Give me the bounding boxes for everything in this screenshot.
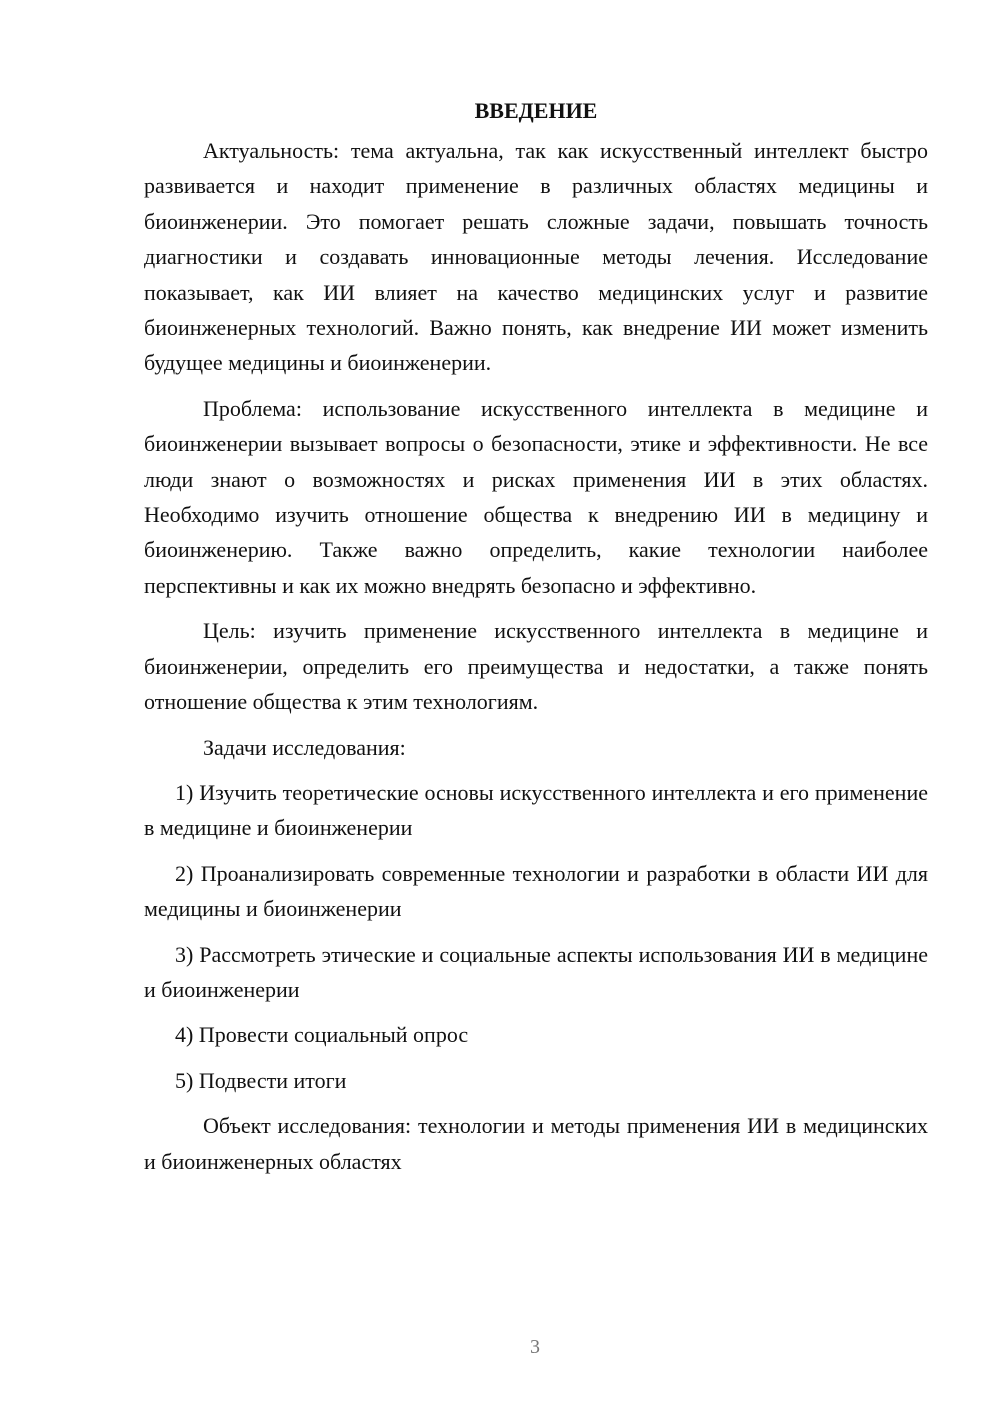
tasks-heading: Задачи исследования: xyxy=(203,734,406,760)
relevance-paragraph: Актуальность: тема актуальна, так как искусственный интеллект быстро развивается и находит применение в различных областях медицины и биоинженерии. Это помогает решать сложные задачи, повышать точность диагностики и создавать инновационные методы лечения. Исследование показывает, как ИИ влияет на качество медицинских услуг и развитие биоинженерных технологий. Важно понять, как внедрение ИИ может изменить будущее медицины и биоинженерии. xyxy=(144,138,928,376)
task-item-1: 1) Изучить теоретические основы искусственного интеллекта и его применение в медицине и биоинженерии xyxy=(144,779,928,841)
task-item-2: 2) Проанализировать современные технологии и разработки в области ИИ для медицины и биоинженерии xyxy=(144,860,928,922)
problem-paragraph: Проблема: использование искусственного интеллекта в медицине и биоинженерии вызывает вопросы о безопасности, этике и эффективности. Не все люди знают о возможностях и рисках применения ИИ в этих областях. Необходимо изучить отношение общества к внедрению ИИ в медицину и биоинженерию. Также важно определить, какие технологии наиболее перспективны и как их можно внедрять безопасно и эффективно. xyxy=(144,395,928,598)
section-title: ВВЕДЕНИЕ xyxy=(474,98,598,123)
task-item-3: 3) Рассмотреть этические и социальные аспекты использования ИИ в медицине и биоинженерии xyxy=(144,941,928,1002)
task-item-5: 5) Подвести итоги xyxy=(175,1067,347,1093)
goal-paragraph: Цель: изучить применение искусственного интеллекта в медицине и биоинженерии, определить его преимущества и недостатки, а также понять отношение общества к этим технологиям. xyxy=(144,618,928,715)
page-number: 3 xyxy=(530,1336,540,1358)
page-content xyxy=(144,94,928,1189)
object-paragraph: Объект исследования: технологии и методы применения ИИ в медицинских и биоинженерных областях xyxy=(144,1113,928,1174)
task-item-4: 4) Провести социальный опрос xyxy=(175,1022,469,1048)
